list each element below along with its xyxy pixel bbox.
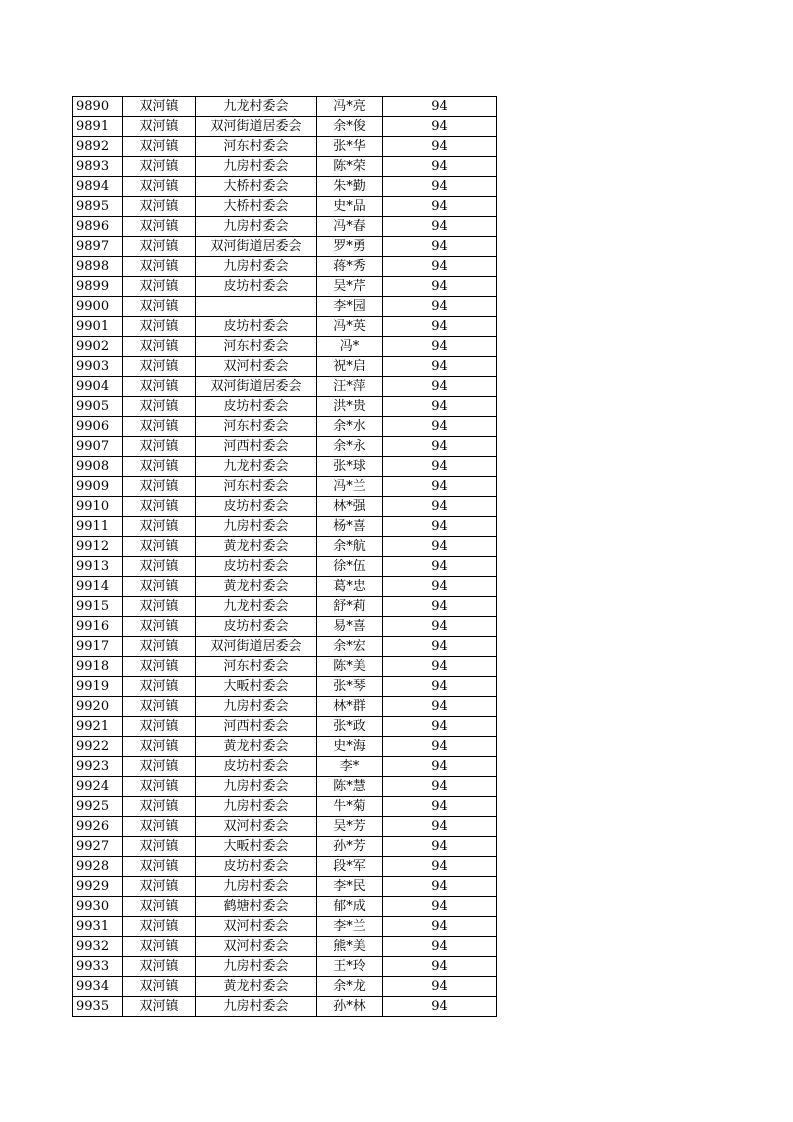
score-cell: 94 (383, 157, 497, 177)
table-row (73, 937, 497, 957)
score-cell: 94 (383, 777, 497, 797)
town-cell: 双河镇 (123, 197, 196, 217)
town-cell: 双河镇 (123, 497, 196, 517)
name-cell: 冯*春 (317, 217, 383, 237)
town-cell: 双河镇 (123, 417, 196, 437)
score-cell: 94 (383, 497, 497, 517)
town-cell: 双河镇 (123, 657, 196, 677)
community-cell: 河东村委会 (196, 417, 317, 437)
table-row (73, 717, 497, 737)
table-row (73, 797, 497, 817)
roster-table-body (73, 97, 497, 1017)
name-cell: 祝*启 (317, 357, 383, 377)
serial-number-cell: 9893 (73, 157, 123, 177)
score-cell: 94 (383, 757, 497, 777)
community-cell: 九房村委会 (196, 157, 317, 177)
score-cell: 94 (383, 217, 497, 237)
serial-number-cell: 9903 (73, 357, 123, 377)
name-cell: 舒*莉 (317, 597, 383, 617)
name-cell: 易*喜 (317, 617, 383, 637)
table-row (73, 857, 497, 877)
community-cell: 河西村委会 (196, 437, 317, 457)
name-cell: 吴*芳 (317, 817, 383, 837)
serial-number-cell: 9896 (73, 217, 123, 237)
town-cell: 双河镇 (123, 337, 196, 357)
community-cell: 皮坊村委会 (196, 557, 317, 577)
name-cell: 余*水 (317, 417, 383, 437)
score-cell: 94 (383, 637, 497, 657)
community-cell: 皮坊村委会 (196, 317, 317, 337)
name-cell: 余*航 (317, 537, 383, 557)
serial-number-cell: 9912 (73, 537, 123, 557)
table-row (73, 977, 497, 997)
serial-number-cell: 9902 (73, 337, 123, 357)
community-cell: 双河村委会 (196, 917, 317, 937)
town-cell: 双河镇 (123, 637, 196, 657)
serial-number-cell: 9922 (73, 737, 123, 757)
name-cell: 段*军 (317, 857, 383, 877)
table-row (73, 257, 497, 277)
serial-number-cell: 9935 (73, 997, 123, 1017)
table-row (73, 577, 497, 597)
town-cell: 双河镇 (123, 297, 196, 317)
score-cell: 94 (383, 677, 497, 697)
score-cell: 94 (383, 957, 497, 977)
name-cell: 张*琴 (317, 677, 383, 697)
town-cell: 双河镇 (123, 937, 196, 957)
serial-number-cell: 9895 (73, 197, 123, 217)
town-cell: 双河镇 (123, 837, 196, 857)
table-row (73, 297, 497, 317)
town-cell: 双河镇 (123, 557, 196, 577)
score-cell: 94 (383, 737, 497, 757)
name-cell: 李*民 (317, 877, 383, 897)
community-cell: 九房村委会 (196, 517, 317, 537)
community-cell: 河西村委会 (196, 717, 317, 737)
table-row (73, 337, 497, 357)
table-row (73, 397, 497, 417)
table-row (73, 957, 497, 977)
name-cell: 张*华 (317, 137, 383, 157)
town-cell: 双河镇 (123, 917, 196, 937)
name-cell: 葛*忠 (317, 577, 383, 597)
town-cell: 双河镇 (123, 957, 196, 977)
serial-number-cell: 9914 (73, 577, 123, 597)
table-row (73, 477, 497, 497)
serial-number-cell: 9933 (73, 957, 123, 977)
table-row (73, 877, 497, 897)
table-row (73, 157, 497, 177)
town-cell: 双河镇 (123, 357, 196, 377)
serial-number-cell: 9918 (73, 657, 123, 677)
score-cell: 94 (383, 657, 497, 677)
town-cell: 双河镇 (123, 817, 196, 837)
score-cell: 94 (383, 877, 497, 897)
table-row (73, 537, 497, 557)
town-cell: 双河镇 (123, 537, 196, 557)
name-cell: 余*永 (317, 437, 383, 457)
community-cell: 九房村委会 (196, 877, 317, 897)
serial-number-cell: 9911 (73, 517, 123, 537)
score-cell: 94 (383, 177, 497, 197)
town-cell: 双河镇 (123, 597, 196, 617)
serial-number-cell: 9894 (73, 177, 123, 197)
town-cell: 双河镇 (123, 277, 196, 297)
serial-number-cell: 9904 (73, 377, 123, 397)
score-cell: 94 (383, 137, 497, 157)
community-cell: 皮坊村委会 (196, 617, 317, 637)
serial-number-cell: 9934 (73, 977, 123, 997)
community-cell: 皮坊村委会 (196, 757, 317, 777)
town-cell: 双河镇 (123, 677, 196, 697)
community-cell: 九龙村委会 (196, 597, 317, 617)
serial-number-cell: 9897 (73, 237, 123, 257)
name-cell: 余*俊 (317, 117, 383, 137)
town-cell: 双河镇 (123, 397, 196, 417)
community-cell: 双河街道居委会 (196, 117, 317, 137)
name-cell: 吴*芹 (317, 277, 383, 297)
community-cell: 皮坊村委会 (196, 397, 317, 417)
score-cell: 94 (383, 857, 497, 877)
table-row (73, 237, 497, 257)
score-cell: 94 (383, 597, 497, 617)
town-cell: 双河镇 (123, 857, 196, 877)
community-cell: 双河村委会 (196, 357, 317, 377)
town-cell: 双河镇 (123, 457, 196, 477)
serial-number-cell: 9931 (73, 917, 123, 937)
community-cell: 黄龙村委会 (196, 577, 317, 597)
town-cell: 双河镇 (123, 777, 196, 797)
roster-table (72, 96, 497, 1017)
score-cell: 94 (383, 697, 497, 717)
town-cell: 双河镇 (123, 897, 196, 917)
serial-number-cell: 9929 (73, 877, 123, 897)
table-row (73, 617, 497, 637)
town-cell: 双河镇 (123, 617, 196, 637)
name-cell: 徐*伍 (317, 557, 383, 577)
table-row (73, 177, 497, 197)
table-row (73, 517, 497, 537)
serial-number-cell: 9899 (73, 277, 123, 297)
name-cell: 蒋*秀 (317, 257, 383, 277)
town-cell: 双河镇 (123, 237, 196, 257)
table-row (73, 697, 497, 717)
score-cell: 94 (383, 577, 497, 597)
town-cell: 双河镇 (123, 757, 196, 777)
serial-number-cell: 9891 (73, 117, 123, 137)
serial-number-cell: 9905 (73, 397, 123, 417)
score-cell: 94 (383, 937, 497, 957)
town-cell: 双河镇 (123, 137, 196, 157)
serial-number-cell: 9907 (73, 437, 123, 457)
name-cell: 郁*成 (317, 897, 383, 917)
town-cell: 双河镇 (123, 177, 196, 197)
community-cell: 双河村委会 (196, 817, 317, 837)
table-row (73, 217, 497, 237)
community-cell: 河东村委会 (196, 337, 317, 357)
serial-number-cell: 9908 (73, 457, 123, 477)
town-cell: 双河镇 (123, 697, 196, 717)
community-cell: 九房村委会 (196, 797, 317, 817)
community-cell: 双河街道居委会 (196, 377, 317, 397)
score-cell: 94 (383, 257, 497, 277)
name-cell: 熊*美 (317, 937, 383, 957)
community-cell: 双河街道居委会 (196, 637, 317, 657)
score-cell: 94 (383, 537, 497, 557)
table-row (73, 817, 497, 837)
serial-number-cell: 9926 (73, 817, 123, 837)
score-cell: 94 (383, 437, 497, 457)
community-cell: 双河村委会 (196, 937, 317, 957)
name-cell: 陈*美 (317, 657, 383, 677)
serial-number-cell: 9890 (73, 97, 123, 117)
serial-number-cell: 9919 (73, 677, 123, 697)
name-cell: 余*宏 (317, 637, 383, 657)
name-cell: 李*兰 (317, 917, 383, 937)
table-row (73, 97, 497, 117)
town-cell: 双河镇 (123, 437, 196, 457)
community-cell: 九龙村委会 (196, 97, 317, 117)
community-cell: 九房村委会 (196, 997, 317, 1017)
table-row (73, 997, 497, 1017)
table-row (73, 837, 497, 857)
name-cell: 冯*亮 (317, 97, 383, 117)
score-cell: 94 (383, 97, 497, 117)
table-row (73, 377, 497, 397)
score-cell: 94 (383, 477, 497, 497)
table-row (73, 437, 497, 457)
town-cell: 双河镇 (123, 257, 196, 277)
name-cell: 陈*荣 (317, 157, 383, 177)
town-cell: 双河镇 (123, 317, 196, 337)
community-cell: 河东村委会 (196, 137, 317, 157)
town-cell: 双河镇 (123, 577, 196, 597)
score-cell: 94 (383, 317, 497, 337)
serial-number-cell: 9915 (73, 597, 123, 617)
serial-number-cell: 9930 (73, 897, 123, 917)
serial-number-cell: 9927 (73, 837, 123, 857)
score-cell: 94 (383, 457, 497, 477)
table-row (73, 677, 497, 697)
community-cell: 大桥村委会 (196, 177, 317, 197)
table-row (73, 277, 497, 297)
score-cell: 94 (383, 837, 497, 857)
score-cell: 94 (383, 197, 497, 217)
town-cell: 双河镇 (123, 517, 196, 537)
town-cell: 双河镇 (123, 997, 196, 1017)
name-cell: 林*强 (317, 497, 383, 517)
serial-number-cell: 9923 (73, 757, 123, 777)
table-row (73, 757, 497, 777)
serial-number-cell: 9906 (73, 417, 123, 437)
serial-number-cell: 9928 (73, 857, 123, 877)
score-cell: 94 (383, 277, 497, 297)
community-cell: 河东村委会 (196, 477, 317, 497)
table-row (73, 137, 497, 157)
town-cell: 双河镇 (123, 737, 196, 757)
town-cell: 双河镇 (123, 117, 196, 137)
town-cell: 双河镇 (123, 377, 196, 397)
community-cell: 黄龙村委会 (196, 737, 317, 757)
score-cell: 94 (383, 817, 497, 837)
score-cell: 94 (383, 997, 497, 1017)
score-cell: 94 (383, 397, 497, 417)
name-cell: 冯*英 (317, 317, 383, 337)
town-cell: 双河镇 (123, 97, 196, 117)
name-cell: 洪*贵 (317, 397, 383, 417)
name-cell: 杨*喜 (317, 517, 383, 537)
score-cell: 94 (383, 377, 497, 397)
community-cell (196, 297, 317, 317)
table-row (73, 557, 497, 577)
score-cell: 94 (383, 337, 497, 357)
serial-number-cell: 9898 (73, 257, 123, 277)
score-cell: 94 (383, 557, 497, 577)
name-cell: 孙*林 (317, 997, 383, 1017)
community-cell: 河东村委会 (196, 657, 317, 677)
name-cell: 朱*勤 (317, 177, 383, 197)
name-cell: 冯*兰 (317, 477, 383, 497)
town-cell: 双河镇 (123, 717, 196, 737)
table-row (73, 917, 497, 937)
town-cell: 双河镇 (123, 217, 196, 237)
community-cell: 九房村委会 (196, 217, 317, 237)
name-cell: 林*群 (317, 697, 383, 717)
score-cell: 94 (383, 517, 497, 537)
community-cell: 大畈村委会 (196, 837, 317, 857)
community-cell: 皮坊村委会 (196, 857, 317, 877)
town-cell: 双河镇 (123, 877, 196, 897)
table-row (73, 597, 497, 617)
name-cell: 李* (317, 757, 383, 777)
score-cell: 94 (383, 897, 497, 917)
community-cell: 九房村委会 (196, 697, 317, 717)
community-cell: 大畈村委会 (196, 677, 317, 697)
score-cell: 94 (383, 297, 497, 317)
name-cell: 王*玲 (317, 957, 383, 977)
community-cell: 黄龙村委会 (196, 537, 317, 557)
serial-number-cell: 9925 (73, 797, 123, 817)
town-cell: 双河镇 (123, 797, 196, 817)
community-cell: 皮坊村委会 (196, 497, 317, 517)
name-cell: 余*龙 (317, 977, 383, 997)
name-cell: 陈*慧 (317, 777, 383, 797)
score-cell: 94 (383, 917, 497, 937)
serial-number-cell: 9932 (73, 937, 123, 957)
serial-number-cell: 9921 (73, 717, 123, 737)
serial-number-cell: 9901 (73, 317, 123, 337)
score-cell: 94 (383, 617, 497, 637)
town-cell: 双河镇 (123, 477, 196, 497)
score-cell: 94 (383, 717, 497, 737)
score-cell: 94 (383, 237, 497, 257)
table-row (73, 117, 497, 137)
community-cell: 九房村委会 (196, 777, 317, 797)
community-cell: 大桥村委会 (196, 197, 317, 217)
table-row (73, 637, 497, 657)
table-row (73, 317, 497, 337)
score-cell: 94 (383, 417, 497, 437)
name-cell: 罗*勇 (317, 237, 383, 257)
community-cell: 黄龙村委会 (196, 977, 317, 997)
name-cell: 冯* (317, 337, 383, 357)
town-cell: 双河镇 (123, 157, 196, 177)
community-cell: 九房村委会 (196, 957, 317, 977)
score-cell: 94 (383, 977, 497, 997)
serial-number-cell: 9924 (73, 777, 123, 797)
table-row (73, 897, 497, 917)
table-row (73, 457, 497, 477)
serial-number-cell: 9917 (73, 637, 123, 657)
serial-number-cell: 9913 (73, 557, 123, 577)
name-cell: 汪*萍 (317, 377, 383, 397)
community-cell: 鹤塘村委会 (196, 897, 317, 917)
name-cell: 史*海 (317, 737, 383, 757)
table-row (73, 497, 497, 517)
table-row (73, 777, 497, 797)
score-cell: 94 (383, 357, 497, 377)
table-row (73, 357, 497, 377)
serial-number-cell: 9909 (73, 477, 123, 497)
town-cell: 双河镇 (123, 977, 196, 997)
name-cell: 李*园 (317, 297, 383, 317)
table-row (73, 197, 497, 217)
name-cell: 孙*芳 (317, 837, 383, 857)
name-cell: 牛*菊 (317, 797, 383, 817)
serial-number-cell: 9900 (73, 297, 123, 317)
table-row (73, 417, 497, 437)
serial-number-cell: 9916 (73, 617, 123, 637)
table-row (73, 657, 497, 677)
community-cell: 双河街道居委会 (196, 237, 317, 257)
name-cell: 史*品 (317, 197, 383, 217)
name-cell: 张*政 (317, 717, 383, 737)
name-cell: 张*球 (317, 457, 383, 477)
community-cell: 九房村委会 (196, 257, 317, 277)
table-row (73, 737, 497, 757)
community-cell: 皮坊村委会 (196, 277, 317, 297)
score-cell: 94 (383, 117, 497, 137)
community-cell: 九龙村委会 (196, 457, 317, 477)
score-cell: 94 (383, 797, 497, 817)
serial-number-cell: 9920 (73, 697, 123, 717)
serial-number-cell: 9892 (73, 137, 123, 157)
serial-number-cell: 9910 (73, 497, 123, 517)
